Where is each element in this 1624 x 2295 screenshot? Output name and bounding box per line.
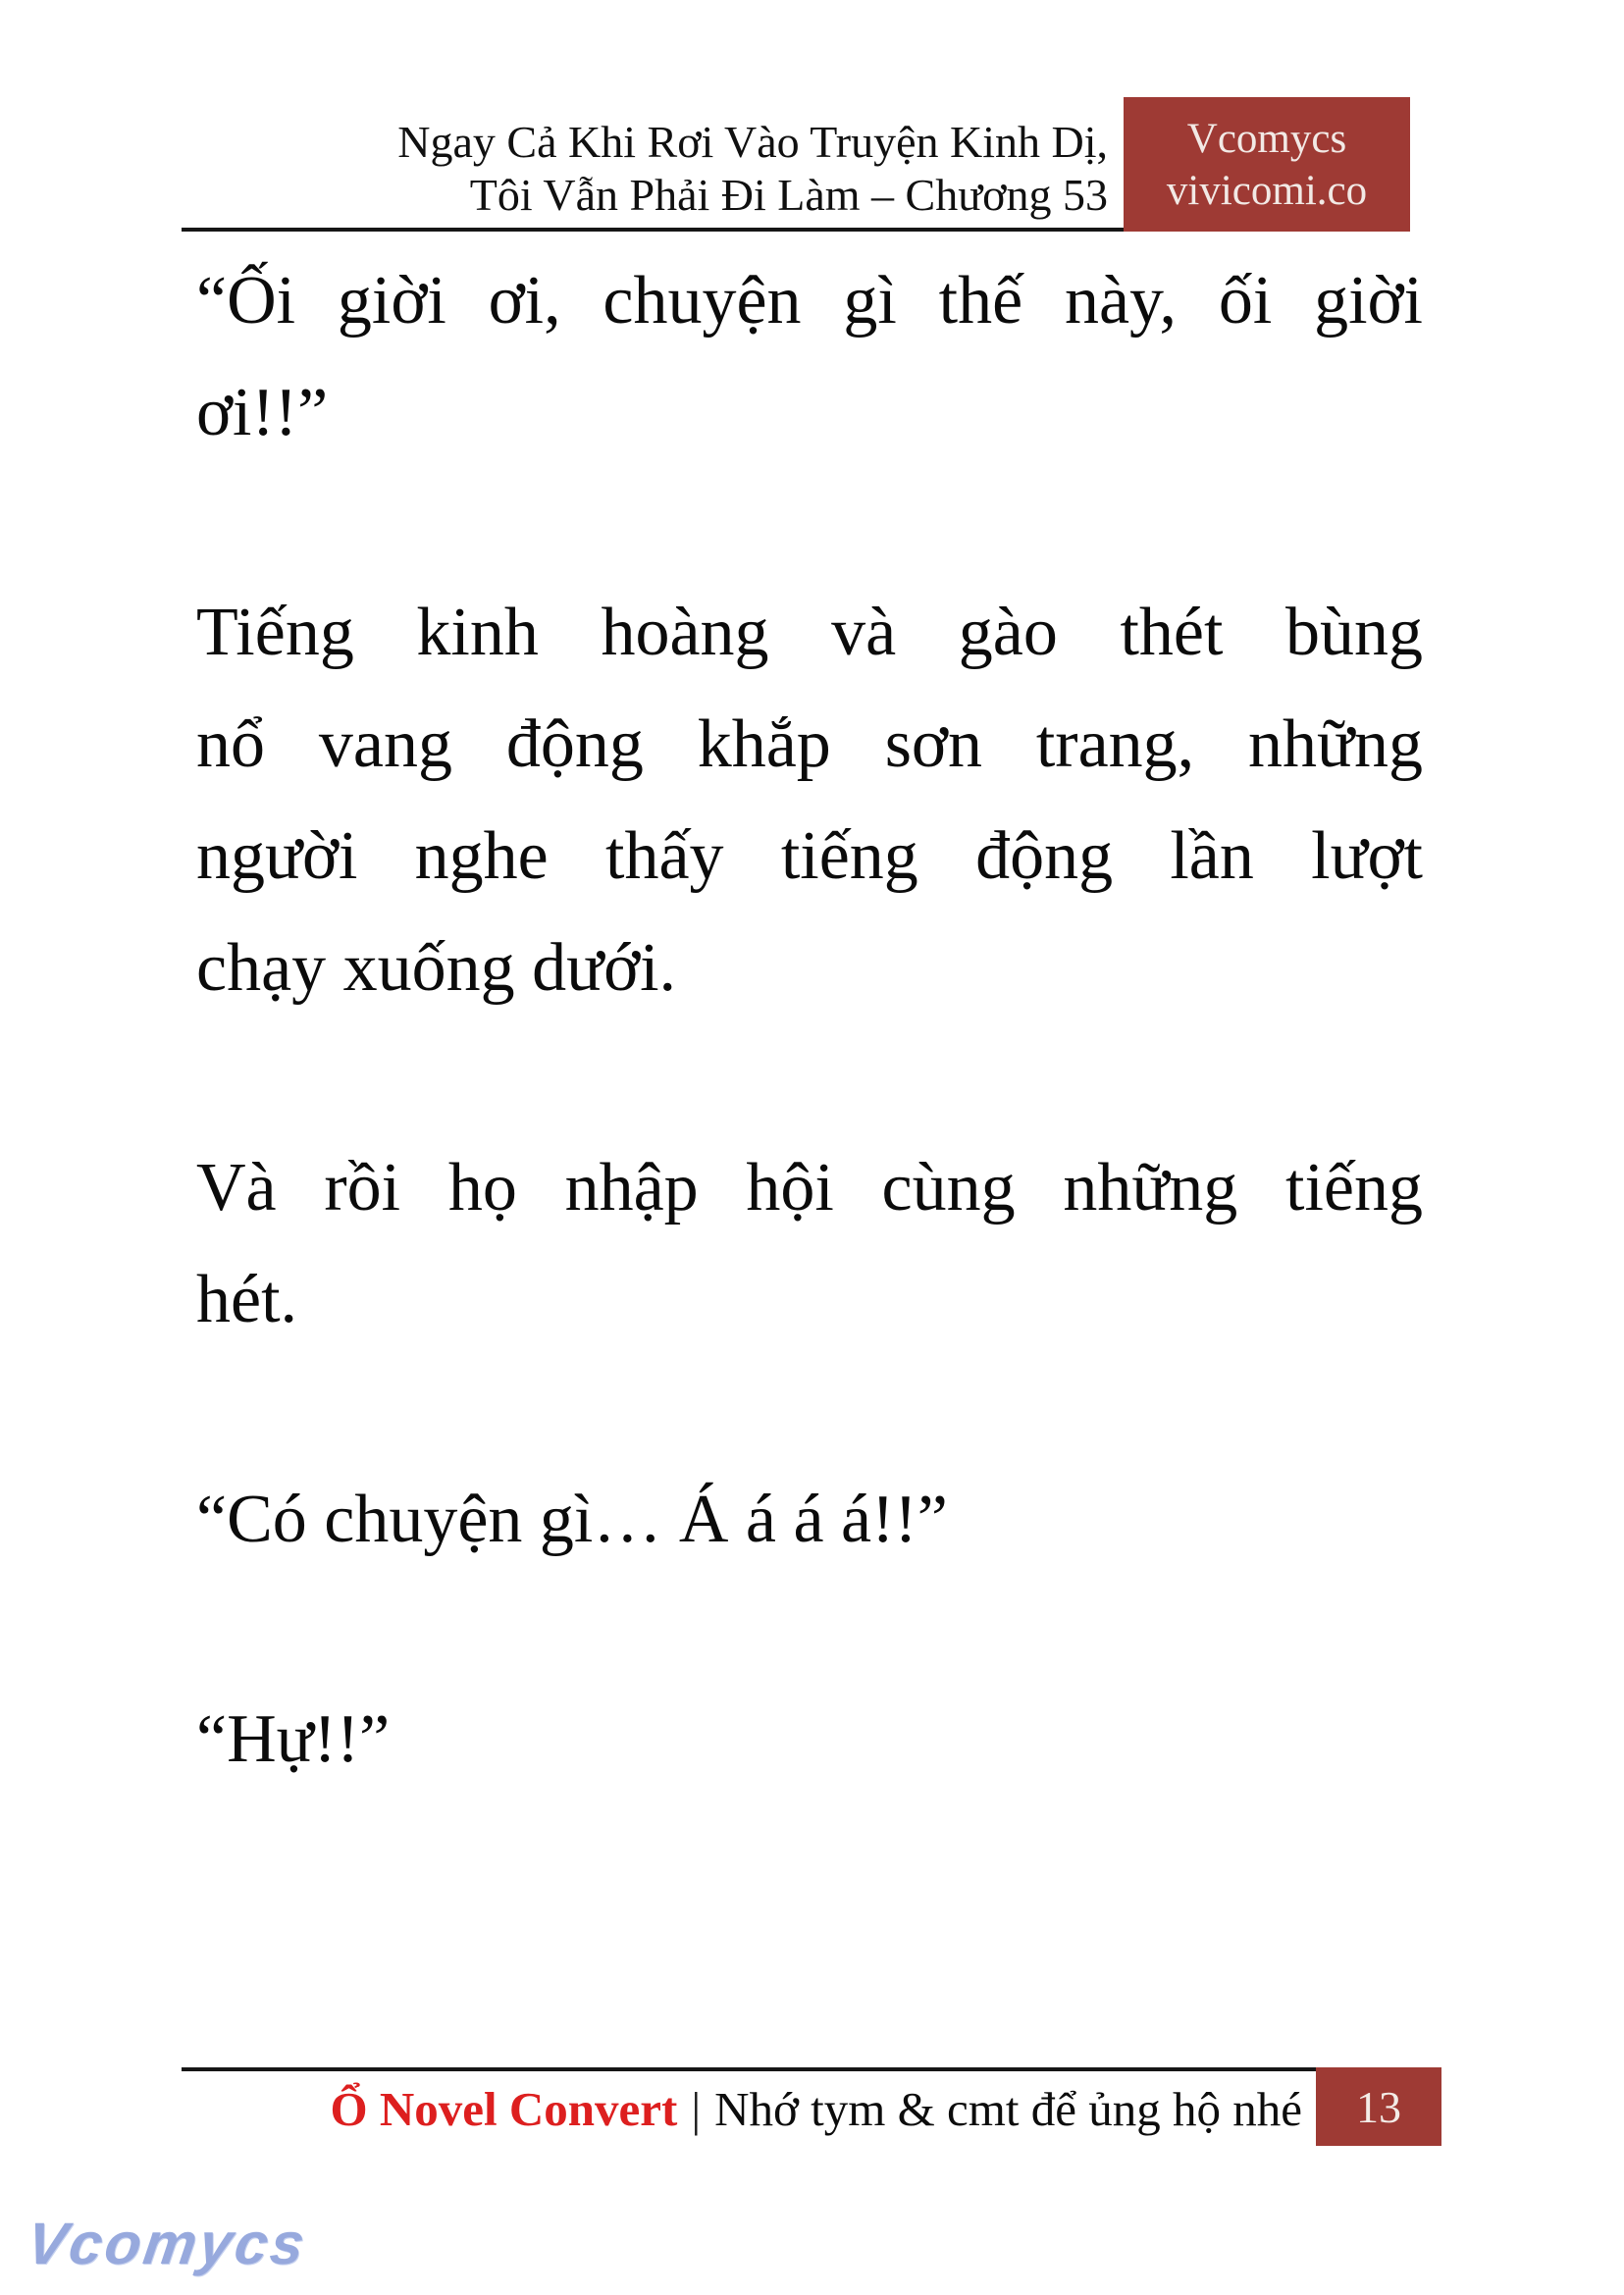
body-text-line: ơi!!” <box>196 375 329 450</box>
footer-brand: Ổ Novel Convert <box>330 2082 678 2136</box>
paragraph-2 <box>196 577 1423 1024</box>
page-number: 13 <box>1356 2081 1401 2132</box>
footer-message: Nhớ tym & cmt để ủng hộ nhé <box>714 2082 1302 2136</box>
footer-separator: | <box>691 2082 702 2136</box>
chapter-title-line-1: Ngay Cả Khi Rơi Vào Truyện Kinh Dị, <box>397 117 1108 167</box>
paragraph-1 <box>196 245 1423 469</box>
chapter-title-line-2: Tôi Vẫn Phải Đi Làm – Chương 53 <box>469 170 1108 220</box>
page-header <box>182 97 1410 232</box>
body-text-line: Tiếng kinh hoàng và gào thét bùng <box>196 595 1423 670</box>
chapter-title <box>182 97 1124 232</box>
body-text-line: “Hự!!” <box>196 1701 391 1777</box>
body-text-line: “Có chuyện gì… Á á á á!!” <box>196 1482 948 1557</box>
body-text-line: nổ vang động khắp sơn trang, những <box>196 706 1423 782</box>
footer-credit <box>182 2067 1316 2138</box>
paragraph-4 <box>196 1464 1423 1576</box>
paragraph-5 <box>196 1684 1423 1796</box>
body-text-line: Và rồi họ nhập hội cùng những tiếng <box>196 1150 1423 1226</box>
body-text-line: người nghe thấy tiếng động lần lượt <box>196 818 1423 894</box>
vcomycs-watermark-logo: Vcomycs <box>23 2211 312 2276</box>
badge-site-name: Vcomycs <box>1186 115 1347 162</box>
body-text-line: “Ối giời ơi, chuyện gì thế này, ối giời <box>196 263 1423 339</box>
paragraph-3 <box>196 1132 1423 1356</box>
story-text <box>196 245 1423 1796</box>
body-text-line: hét. <box>196 1262 298 1337</box>
vcomycs-site-badge <box>1124 97 1410 232</box>
page-number-badge <box>1316 2067 1441 2146</box>
page-footer <box>182 2067 1441 2146</box>
body-text-line: chạy xuống dưới. <box>196 930 677 1006</box>
badge-site-url: vivicomi.co <box>1166 167 1368 214</box>
